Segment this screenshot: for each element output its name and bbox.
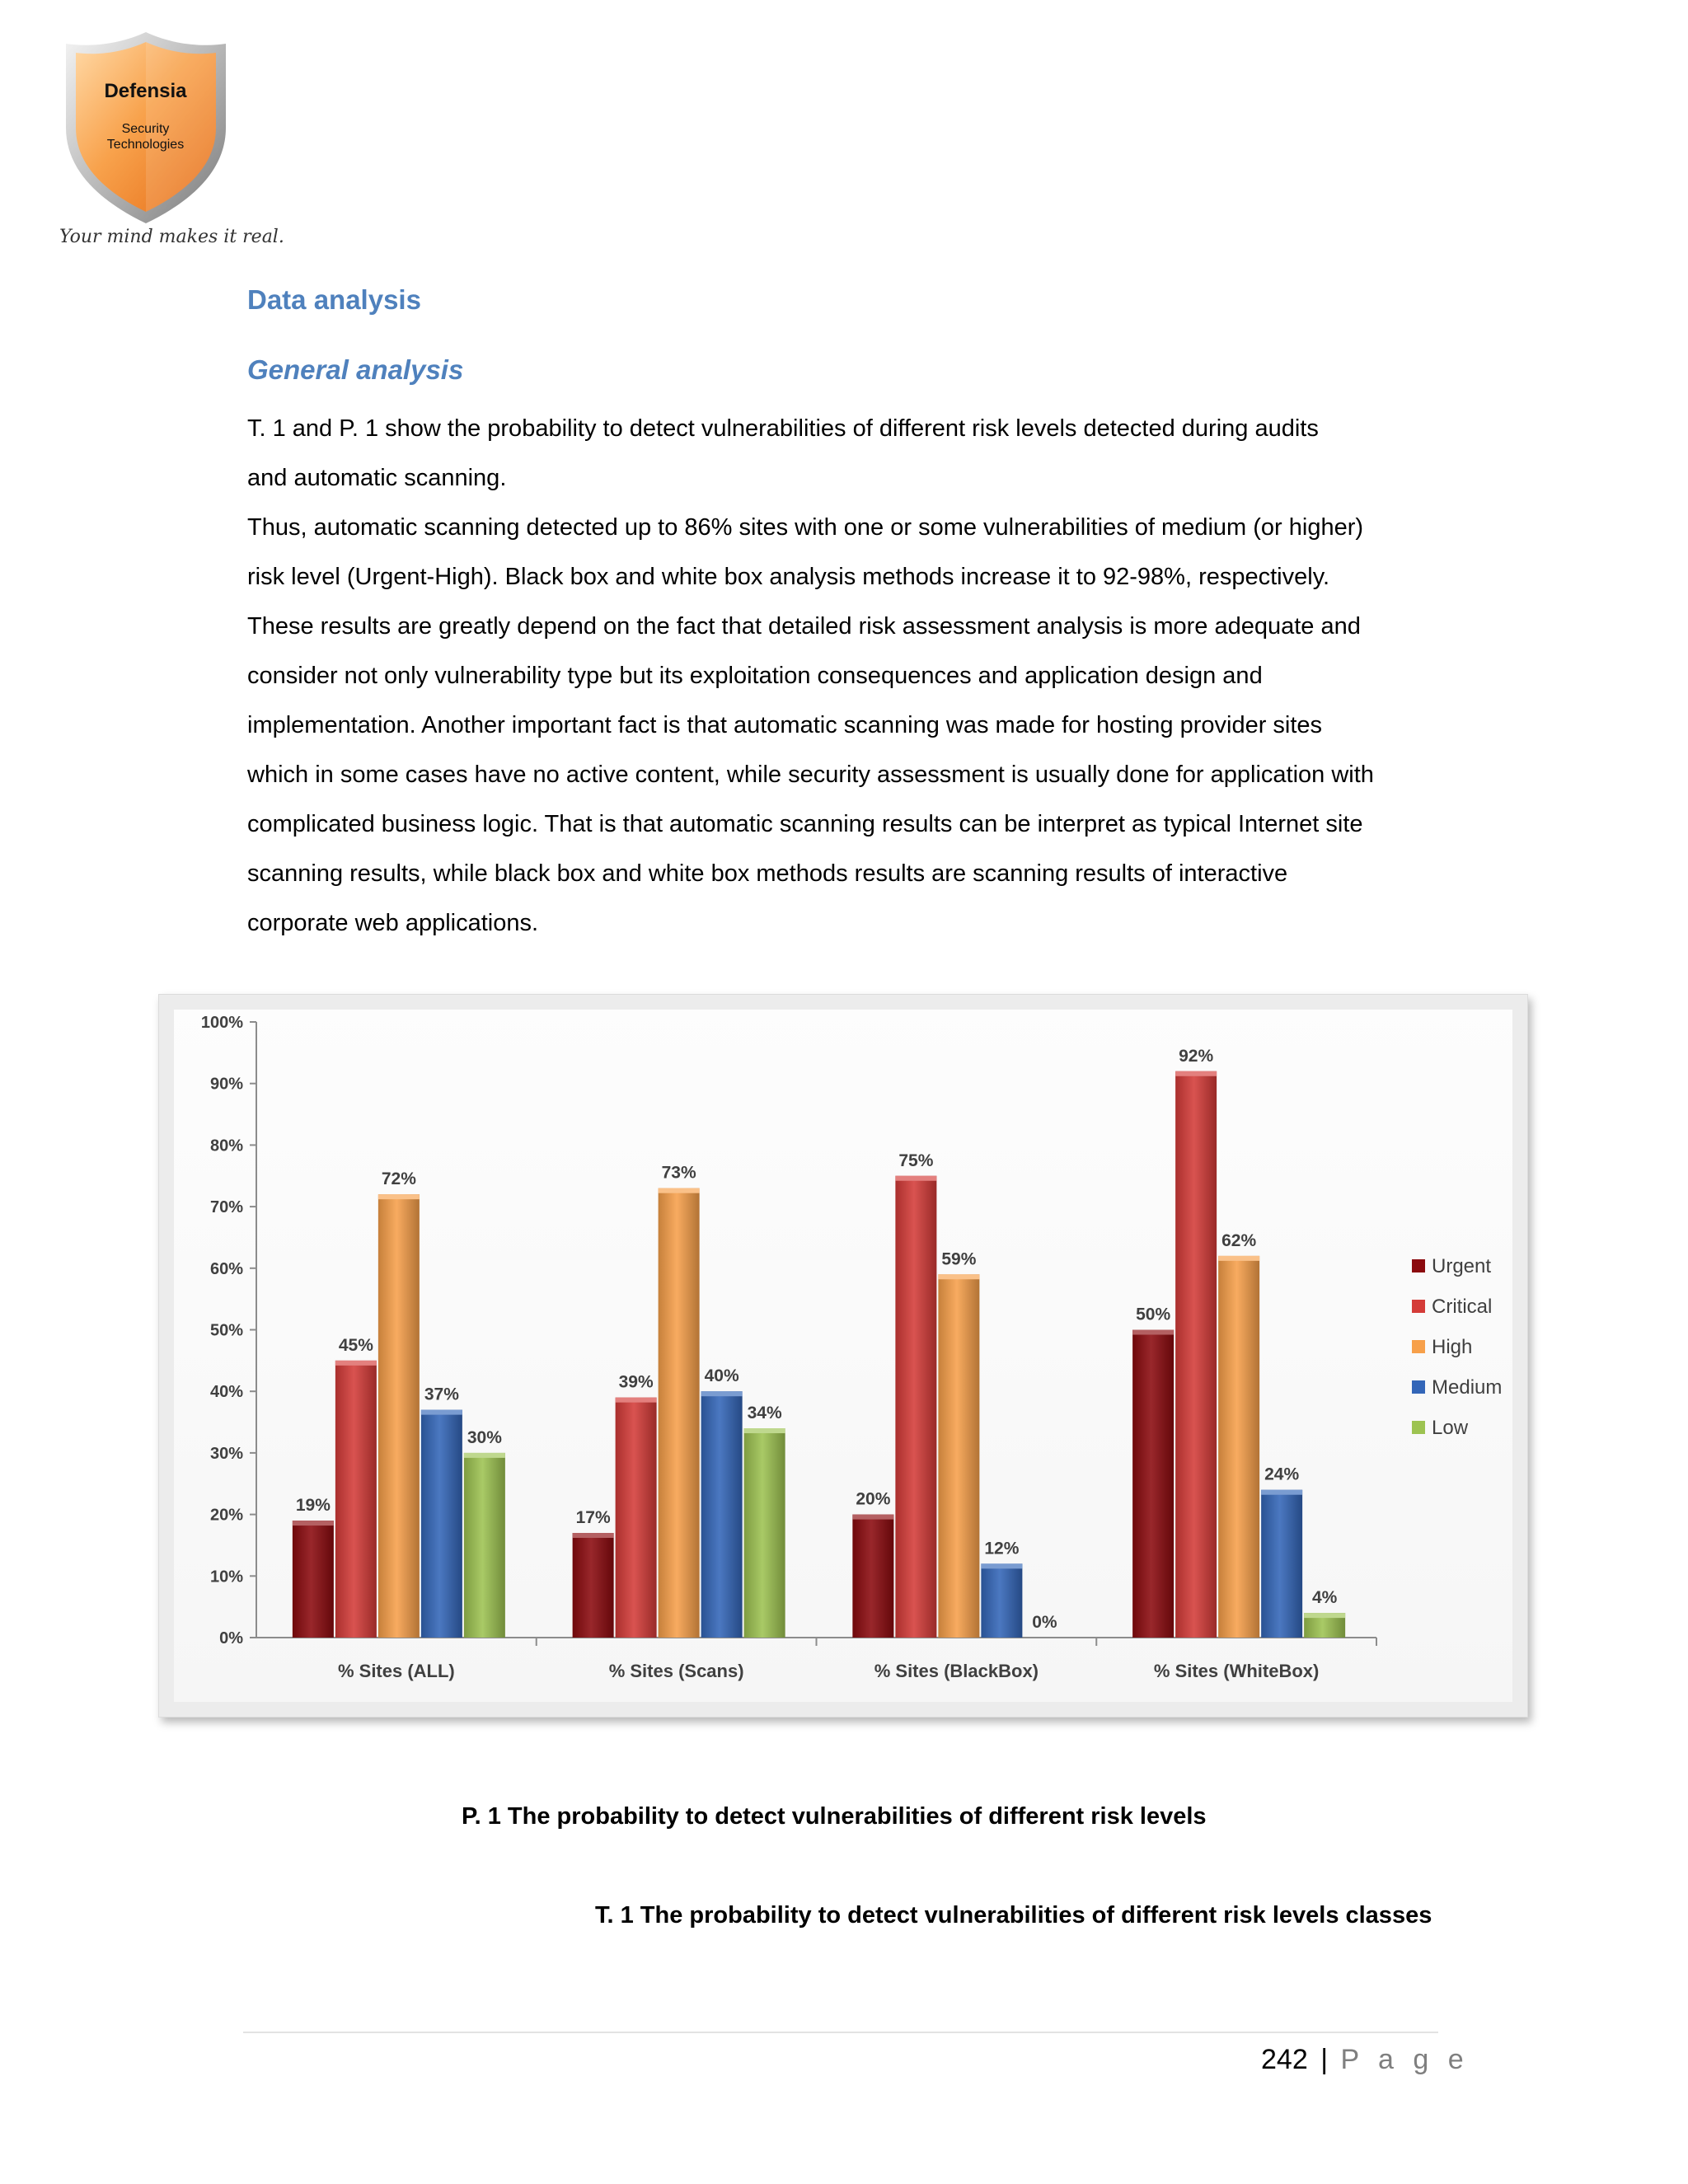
bar-cap-medium	[981, 1563, 1022, 1568]
logo-subtitle-line1: Security	[121, 122, 170, 136]
body-line: Thus, automatic scanning detected up to 86% sites with one or some vulnerabilities of medium (or higher)	[247, 514, 1364, 541]
body-line: T. 1 and P. 1 show the probability to detect vulnerabilities of different risk levels detected during audits	[247, 415, 1319, 442]
figure-caption: P. 1 The probability to detect vulnerabilities of different risk levels	[462, 1803, 1207, 1830]
bar-cap-low	[1304, 1613, 1345, 1618]
bar-medium	[421, 1410, 462, 1638]
body-line: complicated business logic. That is that automatic scanning results can be interpret as typical Internet site	[247, 811, 1363, 837]
data-label: 50%	[1136, 1305, 1171, 1324]
logo-subtitle	[74, 121, 217, 152]
data-label: 62%	[1221, 1230, 1257, 1250]
bar-cap-urgent	[852, 1515, 893, 1520]
data-label: 20%	[856, 1489, 891, 1509]
bar-cap-urgent	[573, 1533, 614, 1538]
data-label: 75%	[898, 1151, 934, 1170]
subsection-title: General analysis	[247, 354, 464, 385]
footer-separator: |	[1320, 2044, 1329, 2075]
logo-tagline: Your mind makes it real.	[59, 227, 284, 247]
bar-cap-medium	[1261, 1490, 1302, 1495]
data-label: 24%	[1264, 1465, 1300, 1484]
data-label: 45%	[338, 1335, 373, 1355]
y-tick-label: 70%	[209, 1198, 243, 1217]
data-label: 17%	[575, 1508, 611, 1528]
data-label: 12%	[984, 1539, 1020, 1558]
bar-medium	[981, 1563, 1022, 1638]
body-line: These results are greatly depend on the fact that detailed risk assessment analysis is more adequate and	[247, 613, 1361, 640]
x-category-label: % Sites (BlackBox)	[874, 1661, 1039, 1681]
data-label: 73%	[661, 1163, 696, 1183]
logo-name: Defensia	[104, 80, 187, 102]
legend-label-urgent: Urgent	[1432, 1255, 1492, 1277]
x-category-label: % Sites (ALL)	[337, 1661, 455, 1681]
data-label: 34%	[747, 1404, 782, 1423]
legend-swatch-medium	[1412, 1380, 1425, 1394]
y-tick-label: 0%	[219, 1629, 243, 1647]
body-line: corporate web applications.	[247, 910, 539, 936]
y-tick-label: 60%	[209, 1259, 243, 1278]
body-line: and automatic scanning.	[247, 465, 507, 491]
bar-cap-critical	[1175, 1071, 1217, 1076]
data-label: 72%	[381, 1169, 416, 1189]
body-line: risk level (Urgent-High). Black box and white box analysis methods increase it to 92-98%, respectively.	[247, 564, 1330, 590]
bar-urgent	[573, 1533, 614, 1638]
y-tick-label: 20%	[209, 1506, 243, 1525]
legend-label-high: High	[1432, 1336, 1473, 1358]
body-paragraph	[247, 404, 1451, 948]
bar-cap-medium	[701, 1391, 743, 1396]
body-line: which in some cases have no active content, while security assessment is usually done for application with	[247, 762, 1374, 788]
data-label: 92%	[1179, 1046, 1214, 1066]
bar-high	[938, 1274, 979, 1638]
y-tick-label: 40%	[209, 1383, 243, 1402]
company-logo	[59, 29, 284, 255]
y-tick-label: 30%	[209, 1444, 243, 1463]
body-line: scanning results, while black box and white box methods results are scanning results of interactive	[247, 860, 1288, 887]
bar-chart	[159, 995, 1527, 1717]
legend-label-critical: Critical	[1432, 1296, 1493, 1318]
x-category-label: % Sites (WhiteBox)	[1153, 1661, 1320, 1681]
bar-cap-high	[938, 1274, 979, 1279]
body-line: consider not only vulnerability type but its exploitation consequences and application design and	[247, 663, 1263, 689]
data-label: 40%	[704, 1366, 739, 1386]
bar-urgent	[293, 1521, 334, 1638]
body-line: implementation. Another important fact is that automatic scanning was made for hosting provider sites	[247, 712, 1323, 738]
y-tick-label: 90%	[209, 1075, 243, 1094]
bar-critical	[616, 1398, 657, 1638]
bar-urgent	[1132, 1330, 1174, 1638]
bar-cap-medium	[421, 1410, 462, 1415]
bar-high	[378, 1194, 420, 1638]
legend-swatch-high	[1412, 1340, 1425, 1353]
legend-swatch-urgent	[1412, 1259, 1425, 1272]
page-number: 242	[1261, 2044, 1308, 2075]
page-label: P a g e	[1340, 2044, 1470, 2075]
page-footer	[1261, 2044, 1470, 2076]
bar-cap-low	[464, 1453, 505, 1458]
data-label: 37%	[424, 1385, 459, 1404]
bar-critical	[335, 1361, 377, 1638]
bar-cap-high	[378, 1194, 420, 1199]
bar-cap-urgent	[1132, 1330, 1174, 1335]
footer-divider	[243, 2032, 1438, 2033]
y-tick-label: 100%	[200, 1014, 243, 1032]
bar-medium	[701, 1391, 743, 1638]
y-tick-label: 10%	[209, 1568, 243, 1586]
logo-subtitle-line2: Technologies	[106, 138, 185, 152]
legend-swatch-critical	[1412, 1300, 1425, 1313]
section-title: Data analysis	[247, 284, 421, 315]
bar-high	[1218, 1256, 1259, 1638]
y-tick-label: 50%	[209, 1321, 243, 1340]
data-label: 0%	[1032, 1613, 1057, 1632]
bar-cap-critical	[335, 1361, 377, 1366]
data-label: 59%	[941, 1249, 977, 1269]
bar-high	[659, 1188, 700, 1638]
bar-urgent	[852, 1515, 893, 1638]
bar-cap-critical	[616, 1398, 657, 1403]
data-label: 39%	[618, 1372, 654, 1392]
bar-low	[464, 1453, 505, 1638]
table-caption: T. 1 The probability to detect vulnerabilities of different risk levels classes	[595, 1902, 1432, 1929]
chart-frame	[158, 994, 1528, 1718]
y-tick-label: 80%	[209, 1137, 243, 1155]
x-category-label: % Sites (Scans)	[608, 1661, 744, 1681]
bar-critical	[1175, 1071, 1217, 1638]
bar-cap-high	[1218, 1256, 1259, 1261]
bar-cap-critical	[895, 1176, 936, 1181]
legend-label-low: Low	[1432, 1417, 1469, 1439]
bar-cap-high	[659, 1188, 700, 1193]
bar-critical	[895, 1176, 936, 1638]
legend-label-medium: Medium	[1432, 1376, 1503, 1399]
bar-medium	[1261, 1490, 1302, 1638]
legend-swatch-low	[1412, 1421, 1425, 1434]
data-label: 4%	[1311, 1588, 1338, 1608]
bar-cap-low	[744, 1428, 785, 1433]
bar-cap-urgent	[293, 1521, 334, 1526]
bar-low	[744, 1428, 785, 1638]
data-label: 19%	[295, 1496, 331, 1516]
data-label: 30%	[467, 1427, 502, 1447]
